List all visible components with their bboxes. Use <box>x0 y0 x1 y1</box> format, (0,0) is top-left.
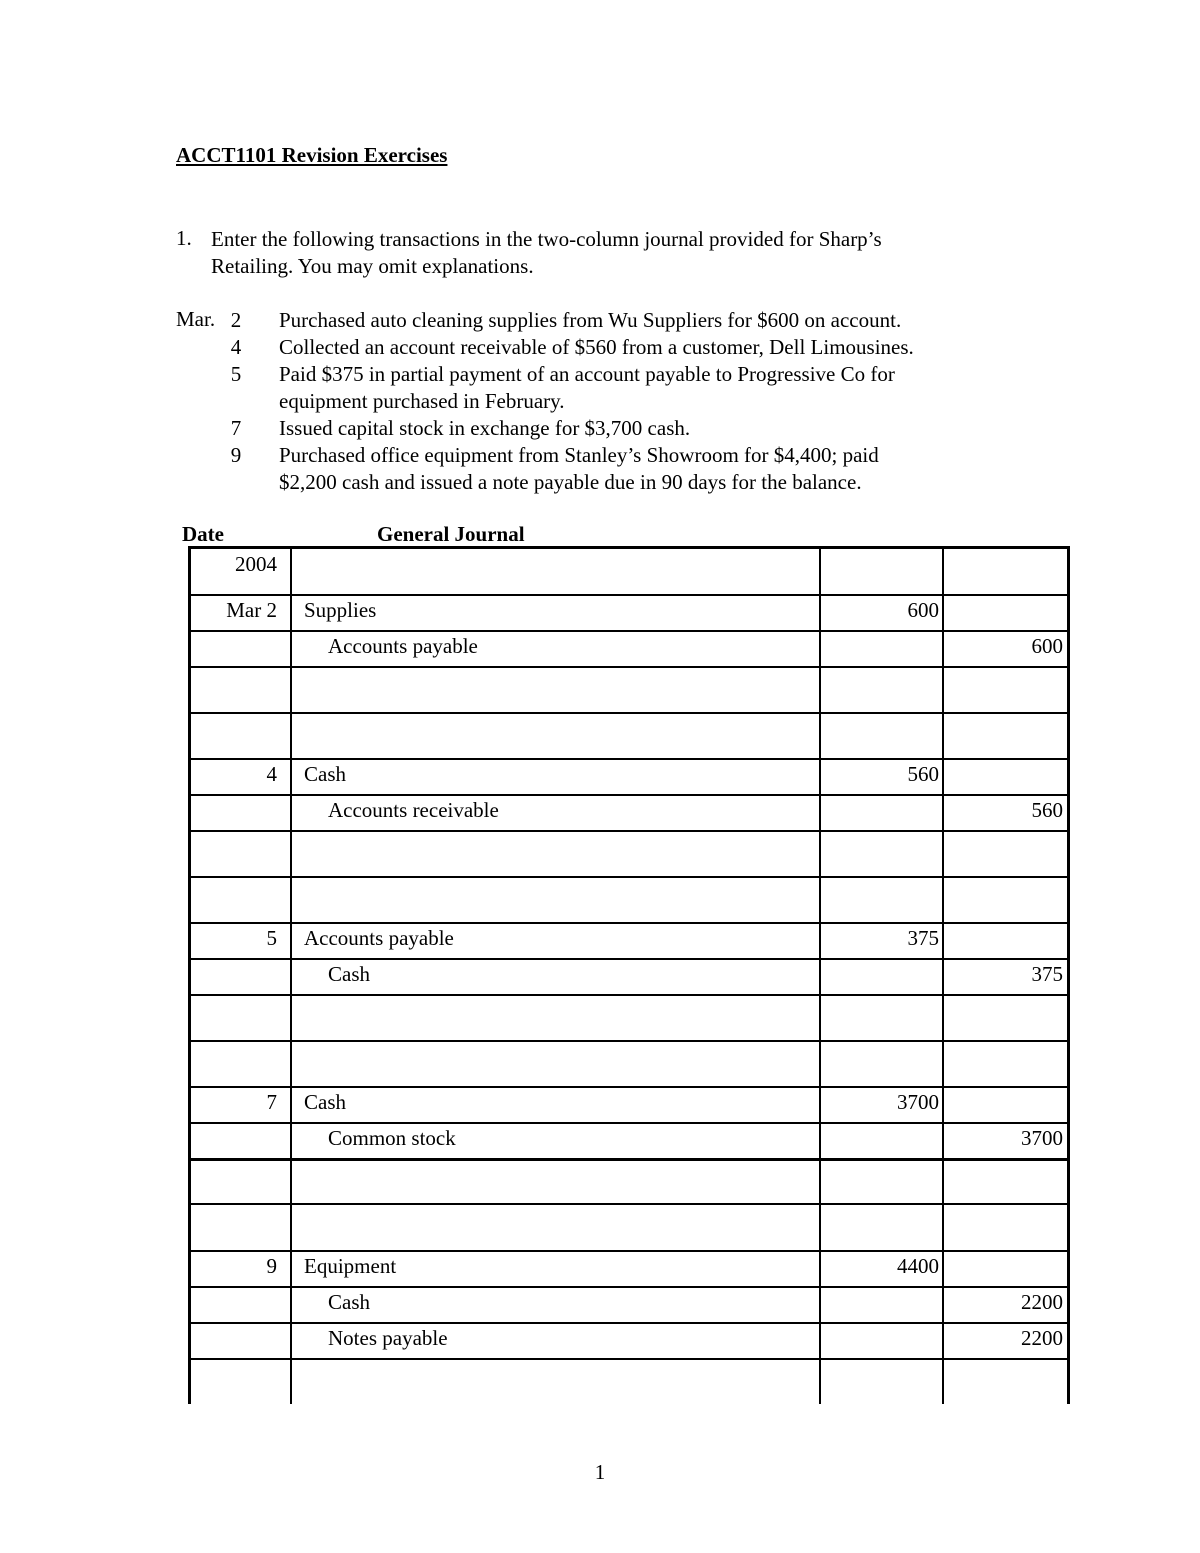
row-divider <box>191 666 1067 668</box>
row-divider <box>191 1322 1067 1324</box>
question-line: Retailing. You may omit explanations. <box>211 254 534 278</box>
general-journal-table <box>188 546 1070 1404</box>
row-divider <box>191 1203 1067 1205</box>
row-divider <box>191 994 1067 996</box>
transactions-list <box>226 307 914 496</box>
journal-credit-cell: 2200 <box>1021 1326 1063 1350</box>
journal-date-header: Date <box>182 522 224 546</box>
row-divider <box>191 1040 1067 1042</box>
transaction-day: 7 <box>230 416 242 440</box>
transaction-text: equipment purchased in February. <box>279 389 565 413</box>
journal-account-cell: Common stock <box>328 1126 456 1150</box>
transaction-item <box>226 442 914 496</box>
journal-account-cell: Cash <box>328 1290 370 1314</box>
journal-account-cell: Cash <box>304 762 346 786</box>
journal-debit-cell: 3700 <box>897 1090 939 1114</box>
row-divider <box>191 958 1067 960</box>
page-title: ACCT1101 Revision Exercises <box>176 143 448 167</box>
journal-debit-cell: 560 <box>907 762 939 786</box>
row-divider <box>191 630 1067 632</box>
row-divider <box>191 1158 1067 1161</box>
journal-account-cell: Accounts payable <box>304 926 454 950</box>
transaction-day: 4 <box>230 335 242 359</box>
journal-date-cell: 2004 <box>235 552 277 576</box>
journal-date-cell: 4 <box>266 762 277 786</box>
transaction-day: 2 <box>230 308 242 332</box>
transaction-item <box>226 307 914 334</box>
journal-debit-cell: 4400 <box>897 1254 939 1278</box>
journal-account-cell: Equipment <box>304 1254 397 1278</box>
question-number: 1. <box>176 226 192 250</box>
row-divider <box>191 794 1067 796</box>
transaction-text: Collected an account receivable of $560 from a customer, Dell Limousines. <box>279 335 914 359</box>
transaction-day: 9 <box>230 443 242 467</box>
journal-account-cell: Accounts receivable <box>328 798 499 822</box>
journal-account-cell: Cash <box>328 962 370 986</box>
page-number: 1 <box>594 1460 606 1484</box>
journal-account-cell: Accounts payable <box>328 634 478 658</box>
question-line: Enter the following transactions in the two-column journal provided for Sharp’s <box>211 227 882 251</box>
journal-account-cell: Supplies <box>304 598 377 622</box>
journal-credit-cell: 560 <box>1031 798 1063 822</box>
column-divider <box>942 549 944 1404</box>
row-divider <box>191 830 1067 832</box>
transaction-text: Paid $375 in partial payment of an account payable to Progressive Co for <box>279 362 895 386</box>
column-divider <box>819 549 821 1404</box>
row-divider <box>191 1250 1067 1252</box>
column-divider <box>290 549 292 1404</box>
journal-credit-cell: 600 <box>1031 634 1063 658</box>
journal-date-cell: 5 <box>266 926 277 950</box>
journal-credit-cell: 375 <box>1031 962 1063 986</box>
transaction-text: $2,200 cash and issued a note payable due in 90 days for the balance. <box>279 470 862 494</box>
journal-date-cell: 9 <box>266 1254 277 1278</box>
journal-credit-cell: 3700 <box>1021 1126 1063 1150</box>
row-divider <box>191 1286 1067 1288</box>
row-divider <box>191 876 1067 878</box>
transaction-item <box>226 415 914 442</box>
transaction-day: 5 <box>230 362 242 386</box>
row-divider <box>191 1122 1067 1124</box>
journal-title-header: General Journal <box>377 522 525 546</box>
journal-account-cell: Cash <box>304 1090 346 1114</box>
row-divider <box>191 712 1067 714</box>
transaction-text: Purchased office equipment from Stanley’s Showroom for $4,400; paid <box>279 443 879 467</box>
journal-date-cell: 7 <box>266 1090 277 1114</box>
row-divider <box>191 922 1067 924</box>
row-divider <box>191 1086 1067 1088</box>
journal-account-cell: Notes payable <box>328 1326 448 1350</box>
row-divider <box>191 594 1067 596</box>
transaction-text: Purchased auto cleaning supplies from Wu Suppliers for $600 on account. <box>279 308 902 332</box>
transaction-item <box>226 361 914 415</box>
journal-debit-cell: 600 <box>907 598 939 622</box>
transactions-month: Mar. <box>176 307 216 331</box>
journal-debit-cell: 375 <box>907 926 939 950</box>
row-divider <box>191 1358 1067 1360</box>
journal-date-cell: Mar 2 <box>226 598 277 622</box>
transaction-text: Issued capital stock in exchange for $3,700 cash. <box>279 416 691 440</box>
journal-credit-cell: 2200 <box>1021 1290 1063 1314</box>
transaction-item <box>226 334 914 361</box>
question-text <box>211 226 1011 280</box>
row-divider <box>191 758 1067 760</box>
